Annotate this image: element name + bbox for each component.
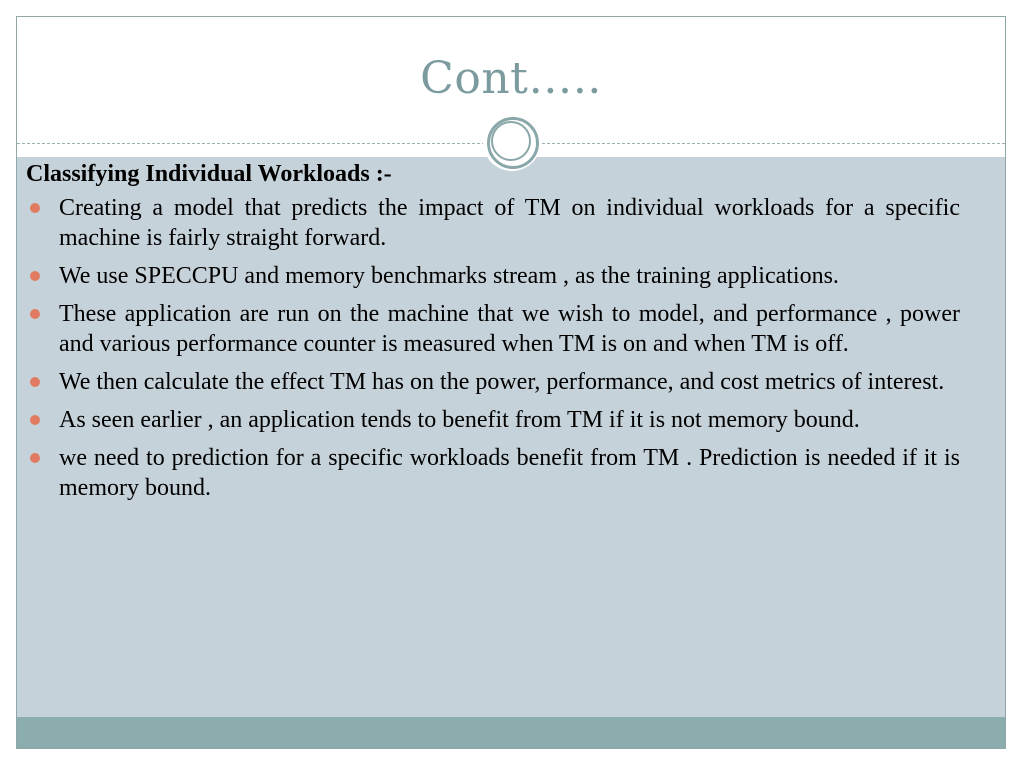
bullet-dot-icon (30, 415, 40, 425)
bullet-text: We use SPECCPU and memory benchmarks stream , as the training applications. (59, 263, 839, 289)
bullet-dot-icon (30, 203, 40, 213)
slide-body (26, 159, 960, 511)
bullet-dot-icon (30, 377, 40, 387)
slide-title: Cont….. (420, 53, 602, 104)
bullet-text: As seen earlier , an application tends to benefit from TM if it is not memory bound. (59, 407, 860, 433)
ornament-inner-ring (491, 121, 531, 161)
bullet-dot-icon (30, 309, 40, 319)
bullet-item (26, 261, 960, 291)
section-heading: Classifying Individual Workloads :- (26, 161, 392, 187)
footer-band (17, 717, 1005, 749)
bullet-dot-icon (30, 271, 40, 281)
bullet-dot-icon (30, 453, 40, 463)
bullet-list (26, 193, 960, 503)
bullet-item (26, 299, 960, 359)
bullet-text: We then calculate the effect TM has on the power, performance, and cost metrics of interest. (59, 369, 945, 395)
bullet-text: These application are run on the machine that we wish to model, and performance , power and various performance counter is measured when TM is on and when TM is off. (59, 301, 960, 357)
bullet-text: we need to prediction for a specific workloads benefit from TM . Prediction is needed if it is memory bound. (59, 445, 960, 501)
bullet-item (26, 443, 960, 503)
bullet-item (26, 193, 960, 253)
bullet-item (26, 405, 960, 435)
bullet-text: Creating a model that predicts the impact of TM on individual workloads for a specific machine is fairly straight forward. (59, 195, 960, 251)
bullet-item (26, 367, 960, 397)
